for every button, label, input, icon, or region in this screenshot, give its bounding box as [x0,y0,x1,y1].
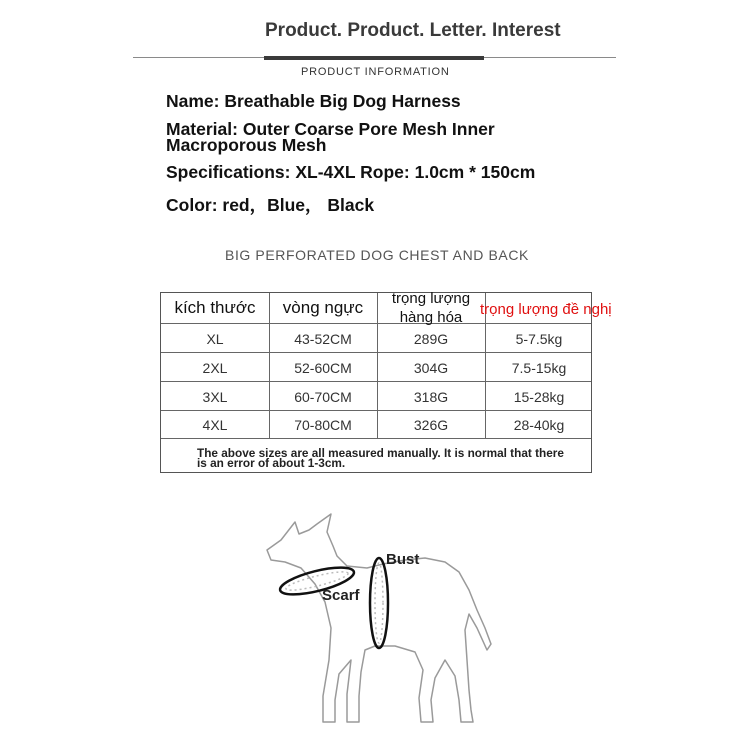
recommended-weight-cell: 28-40kg [513,417,565,433]
product-color: Color: red，Blue， Black [166,195,375,215]
scarf-label: Scarf [322,587,360,604]
size-cell: 3XL [202,389,228,405]
size-chart-subtitle: BIG PERFORATED DOG CHEST AND BACK [225,247,529,263]
size-table [160,292,592,473]
product-name: Name: Breathable Big Dog Harness [166,91,461,111]
table-divider [161,323,591,324]
chest-cell: 43-52CM [294,331,352,347]
dog-silhouette-diagram [255,510,495,735]
table-divider [161,410,591,411]
weight-cell: 318G [413,389,449,405]
recommended-weight-cell: 15-28kg [513,389,565,405]
section-label: PRODUCT INFORMATION [301,66,450,78]
page-title: Product. Product. Letter. Interest [265,20,561,41]
weight-cell: 304G [413,360,449,376]
chest-cell: 70-80CM [294,417,352,433]
measurement-note: The above sizes are all measured manually. It is normal that there is an error of about 1-3cm. [197,446,564,470]
table-divider [161,352,591,353]
size-cell: XL [206,331,224,347]
header-recommended-weight: trọng lượng đề nghị [480,301,612,318]
weight-cell: 289G [413,331,449,347]
recommended-weight-cell: 7.5-15kg [511,360,567,376]
bust-label: Bust [386,551,420,568]
header-chest: vòng ngực [282,298,364,317]
size-cell: 4XL [202,417,228,433]
product-specifications: Specifications: XL-4XL Rope: 1.0cm * 150cm [166,162,536,182]
header-accent-bar [264,56,484,60]
chest-cell: 52-60CM [294,360,352,376]
table-divider [161,381,591,382]
product-material: Material: Outer Coarse Pore Mesh Inner Macroporous Mesh [166,119,495,155]
header-product-weight: trọng lượng hàng hóa [391,290,471,326]
recommended-weight-cell: 5-7.5kg [515,331,563,347]
weight-cell: 326G [413,417,449,433]
dog-outline [267,514,491,722]
header-size: kích thước [174,298,256,317]
size-cell: 2XL [202,360,228,376]
table-divider [161,438,591,439]
chest-cell: 60-70CM [294,389,352,405]
